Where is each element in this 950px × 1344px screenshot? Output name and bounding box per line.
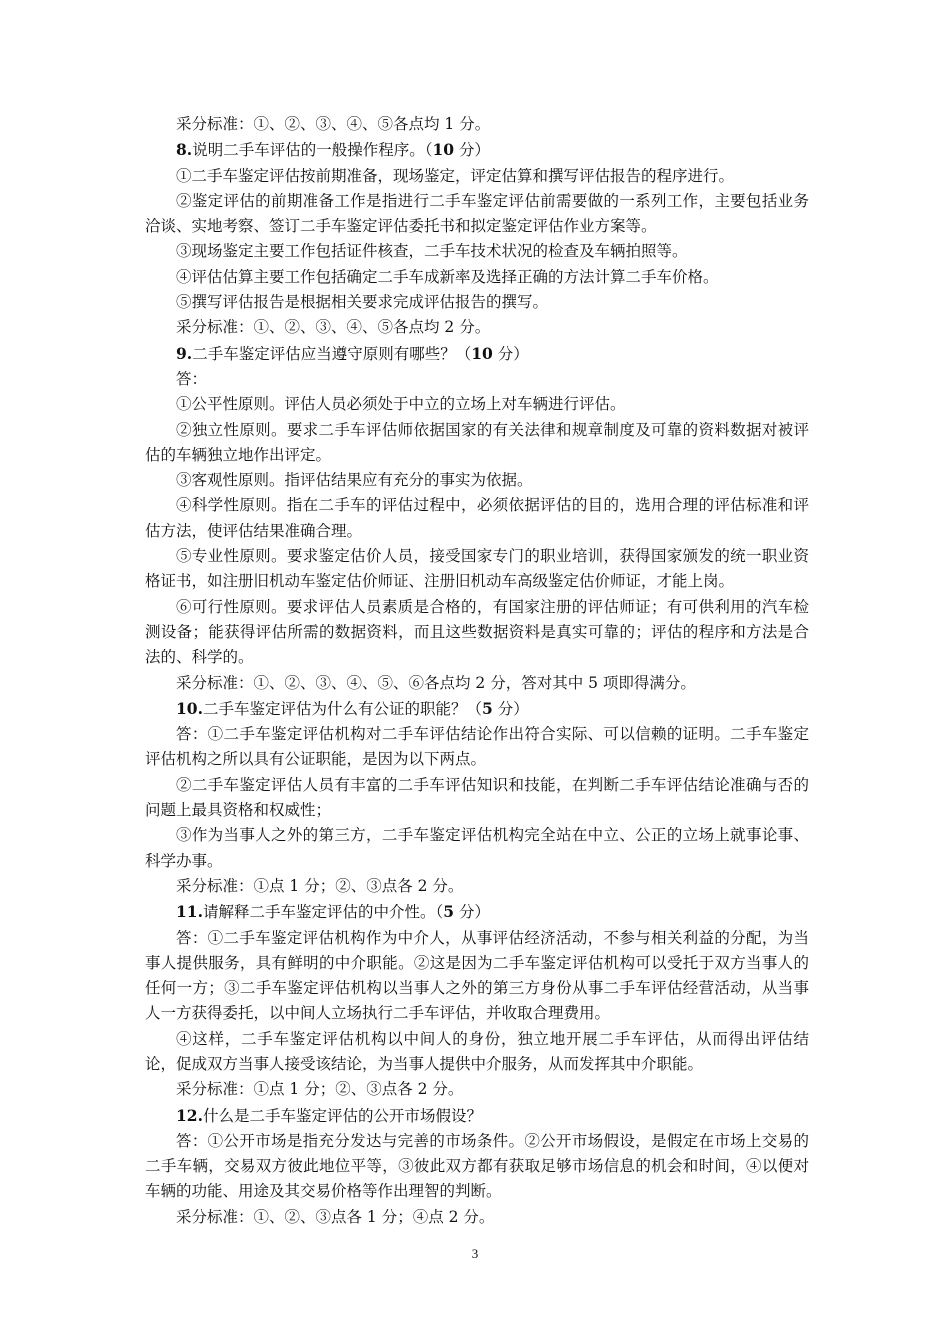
question-text: 什么是二手车鉴定评估的公开市场假设？ [202, 1106, 482, 1125]
question-number: 9. [176, 343, 193, 363]
answer-point: ①二手车鉴定评估按前期准备，现场鉴定，评定估算和撰写评估报告的程序进行。 [176, 166, 735, 185]
question-text: 说明二手车评估的一般操作程序。（ [192, 141, 433, 160]
answer-point: ④评估估算主要工作包括确定二手车成新率及选择正确的方法计算二手车价格。 [176, 267, 719, 286]
question-10 [145, 696, 809, 722]
question-text: 二手车鉴定评估为什么有公证的职能？（ [202, 699, 482, 718]
answer-point: ②二手车鉴定评估人员有丰富的二手车评估知识和技能，在判断二手车评估结论准确与否的问题上最具资格和权威性； [145, 775, 809, 820]
answer-point: ③作为当事人之外的第三方，二手车鉴定评估机构完全站在中立、公正的立场上就事论事、科学办事。 [145, 826, 809, 870]
answer-point: 答：①二手车鉴定评估机构作为中介人，从事评估经济活动，不参与相关利益的分配，为当事人提供服务，具有鲜明的中介职能。②这是因为二手车鉴定评估机构可以受托于双方当事人的任何一方；③二手车鉴定评估机构以当事人之外的第三方身份从事二手车评估经营活动，从当事人一方获得委托，以中间人立场执行二手车评估，并收取合理费用。 [145, 928, 809, 1023]
question-11 [145, 899, 809, 925]
question-8 [145, 137, 809, 163]
question-score: 5 [481, 698, 493, 718]
answer-point: ①公平性原则。评估人员必须处于中立的立场上对车辆进行评估。 [176, 395, 626, 414]
question-text: 请解释二手车鉴定评估的中介性。（ [202, 903, 444, 922]
question-score-unit: 分） [492, 699, 529, 718]
scoring-standard: 采分标准：①、②、③、④、⑤各点均 2 分。 [176, 318, 491, 337]
question-number: 11. [176, 902, 203, 922]
question-9 [145, 341, 809, 367]
answer-point: ②独立性原则。要求二手车评估师依据国家的有关法律和规章制度及可靠的资料数据对被评估的车辆独立地作出评定。 [145, 420, 809, 464]
answer-point: 答：①二手车鉴定评估机构对二手车评估结论作出符合实际、可以信赖的证明。二手车鉴定评估机构之所以具有公证职能，是因为以下两点。 [145, 725, 809, 769]
document-body [145, 112, 809, 1230]
question-score: 10 [471, 343, 493, 363]
question-score-unit: 分） [454, 903, 490, 922]
question-score: 10 [432, 140, 455, 160]
answer-point: ⑥可行性原则。要求评估人员素质是合格的，有国家注册的评估师证；有可供利用的汽车检测设备；能获得评估所需的数据资料，而且这些数据资料是真实可靠的；评估的程序和方法是合法的、科学的。 [145, 597, 809, 667]
answer-point: 答：①公开市场是指充分发达与完善的市场条件。②公开市场假设，是假定在市场上交易的二手车辆，交易双方彼此地位平等，③彼此双方都有获取足够市场信息的机会和时间，④以便对车辆的功能、用途及其交易价格等作出理智的判断。 [145, 1131, 809, 1201]
answer-point: ③客观性原则。指评估结果应有充分的事实为依据。 [176, 471, 533, 490]
question-score: 5 [443, 902, 455, 922]
question-12 [145, 1103, 809, 1129]
answer-point: ⑤专业性原则。要求鉴定估价人员，接受国家专门的职业培训，获得国家颁发的统一职业资格证书，如注册旧机动车鉴定估价师证、注册旧机动车高级鉴定估价师证，才能上岗。 [145, 547, 809, 591]
scoring-standard: 采分标准：①、②、③点各 1 分；④点 2 分。 [176, 1207, 495, 1226]
question-text: 二手车鉴定评估应当遵守原则有哪些？（ [192, 344, 472, 363]
scoring-standard-q7: 采分标准：①、②、③、④、⑤各点均 1 分。 [176, 115, 491, 133]
question-number: 8. [176, 140, 193, 160]
answer-point: ④这样，二手车鉴定评估机构以中间人的身份，独立地开展二手车评估，从而得出评估结论，促成双方当事人接受该结论，为当事人提供中介服务，从而发挥其中介职能。 [145, 1029, 809, 1073]
answer-point: ⑤撰写评估报告是根据相关要求完成评估报告的撰写。 [176, 293, 549, 312]
answer-label: 答： [176, 369, 208, 388]
page-number: 3 [471, 1246, 479, 1261]
question-score-unit: 分） [492, 344, 529, 363]
scoring-standard: 采分标准：①、②、③、④、⑤、⑥各点均 2 分，答对其中 5 项即得满分。 [176, 673, 696, 692]
scoring-standard: 采分标准：①点 1 分；②、③点各 2 分。 [176, 1080, 464, 1099]
answer-point: ③现场鉴定主要工作包括证件核查，二手车技术状况的检查及车辆拍照等。 [176, 242, 688, 261]
question-score-unit: 分） [454, 141, 490, 160]
scoring-standard: 采分标准：①点 1 分；②、③点各 2 分。 [176, 876, 464, 895]
answer-point: ②鉴定评估的前期准备工作是指进行二手车鉴定评估前需要做的一系列工作，主要包括业务洽谈、实地考察、签订二手车鉴定评估委托书和拟定鉴定评估作业方案等。 [145, 191, 809, 236]
question-number: 10. [176, 698, 203, 718]
answer-point: ④科学性原则。指在二手车的评估过程中，必须依据评估的目的，选用合理的评估标准和评估方法，使评估结果准确合理。 [145, 496, 809, 540]
question-number: 12. [176, 1105, 203, 1125]
